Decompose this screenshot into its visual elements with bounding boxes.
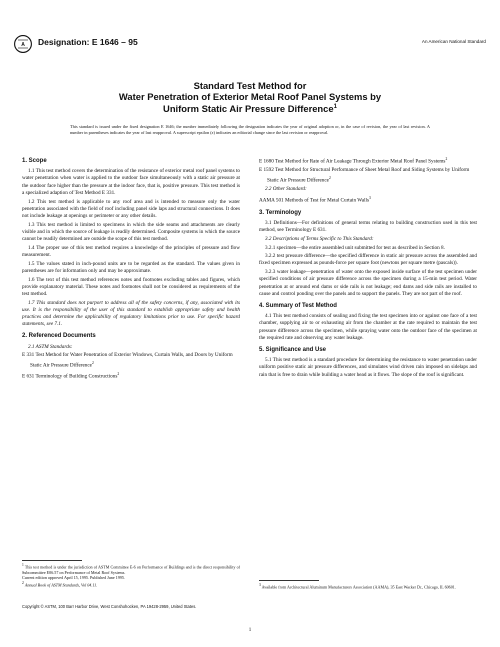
reference-e1680-text: E 1680 Test Method for Rate of Air Leakage Through Exterior Metal Roof Panel Systems <box>259 158 446 165</box>
footnote-3 <box>259 583 477 590</box>
page-number: 1 <box>248 628 252 633</box>
title-footnote-mark: 1 <box>333 104 337 110</box>
reference-e1592 <box>259 167 477 184</box>
section-heading-summary: 4. Summary of Test Method <box>259 302 337 309</box>
left-column <box>22 156 240 382</box>
reference-e1680 <box>259 156 477 166</box>
reference-aama501 <box>259 195 477 205</box>
paragraph-3-2-3: 3.2.3 water leakage—penetration of water onto the exposed inside surface of the test specimen under specified conditions of air pressure difference across the specimen during a 15-min test period. Water penetration at or around end dams or side rails is not leakage; end dams and side rails are installed to cause and control ponding over the panels and to support the panels. They are not part of the roof. <box>259 269 477 297</box>
reference-e331-text: E 331 Test Method for Water Penetration of Exterior Windows, Curtain Walls, and Doors by Uniform Static Air Pressure Difference <box>22 352 233 369</box>
astm-logo-icon <box>14 34 32 54</box>
page-header <box>14 34 486 56</box>
footnote-mark: 2 <box>22 580 24 585</box>
title-line-3 <box>0 102 500 114</box>
reference-e631 <box>22 371 240 381</box>
section-heading-scope: 1. Scope <box>22 158 47 164</box>
reference-e1592-text: E 1592 Test Method for Structural Performance of Sheet Metal Roof and Siding Systems by Uniform Static Air Pressure Difference <box>259 167 470 184</box>
paragraph-1-1: 1.1 This test method covers the determination of the resistance of exterior metal roof panel systems to water penetration when water is applied to the outdoor face simultaneously with a static air pressure at the outdoor face higher than the pressure at the indoor face, that is, positive pressure. This test method is a specialized adaption of Test Method E 331. <box>22 168 240 196</box>
paragraph-1-4: 1.4 The proper use of this test method requires a knowledge of the principles of pressure and flow measurement. <box>22 244 240 258</box>
reference-e331 <box>22 352 240 369</box>
section-heading-referenced-documents: 2. Referenced Documents <box>22 333 96 340</box>
section-heading-terminology: 3. Terminology <box>259 209 302 216</box>
american-national-standard-label: An American National Standard <box>421 39 486 44</box>
paragraph-1-5: 1.5 The values stated in inch-pound units are to be regarded as the standard. The values given in parentheses are for information only and may be approximate. <box>22 260 240 274</box>
paragraph-1-2: 1.2 This test method is applicable to any roof area and is intended to measure only the water penetration associated with the field of roof including panel side laps and structural connections. It does not include leakage at openings or perimeter or any other details. <box>22 198 240 219</box>
paragraph-2-1: 2.1 ASTM Standards: <box>28 343 73 350</box>
title-line-1: Standard Test Method for <box>193 80 307 91</box>
reference-aama501-text: AAMA 501 Methods of Test for Metal Curtain Walls <box>259 197 369 204</box>
paragraph-4-1: 4.1 This test method consists of sealing and fixing the test specimen into or against one face of a test chamber, supplying air to or exhausting air from the chamber at the rate required to maintain the test pressure difference across the specimen, while spraying water onto the outdoor face of the specimen at the required rate and observing any water leakage. <box>259 313 477 341</box>
paragraph-3-2: 3.2 Descriptions of Terms Specific to This Standard: <box>265 235 374 242</box>
footnote-1 <box>22 563 240 587</box>
footnote-divider <box>22 560 82 561</box>
issuance-note: This standard is issued under the fixed designation E 1646; the number immediately following the designation indicates the year of original adoption or, in the case of revision, the year of last revision. A number in parentheses indicates the year of last reapproval. A superscript epsilon (ε) indicates an editorial change since the last revision or reapproval. <box>70 124 430 135</box>
footnote-divider <box>259 580 319 581</box>
footnote-mark: 2 <box>445 157 448 161</box>
reference-e631-text: E 631 Terminology of Building Constructions <box>22 373 118 380</box>
copyright-notice: Copyright © ASTM, 100 Barr Harbor Drive, West Conshohocken, PA 19428-2959, United States. <box>22 604 197 609</box>
footnote-3-text: Available from Architectural Aluminum Manufacturers Association (AAMA), 35 East Wacker Dr., Chicago, IL 60601. <box>261 584 456 590</box>
designation: Designation: E 1646 – 95 <box>38 37 138 47</box>
footnote-mark: 2 <box>117 372 120 377</box>
paragraph-3-1: 3.1 Definitions—For definitions of general terms relating to building construction used in this test method, see Terminology E 631. <box>259 219 477 234</box>
paragraph-3-2-2: 3.2.2 test pressure difference—the specified difference in static air pressure across the assembled and fixed specimen expressed as pounds-force per square foot (newtons per square metre (pascals)). <box>259 253 477 267</box>
document-title <box>0 80 500 114</box>
paragraph-1-7: 1.7 This standard does not purport to address all of the safety concerns, if any, associated with its use. It is the responsibility of the user of this standard to establish appropriate safety and health practices and determine the applicability of regulatory limitations prior to use. For specific hazard statements, see 7.1. <box>22 299 240 328</box>
svg-text:A: A <box>21 42 25 48</box>
paragraph-1-6: 1.6 The text of this test method references notes and footnotes excluding tables and figures, which provide explanatory material. These notes and footnotes shall not be considered as requirements of the test method. <box>22 276 240 297</box>
paragraph-1-3: 1.3 This test method is limited to specimens in which the side seams and attachments are clearly visible and in which the source of leakage is readily determined. Composite systems in which the source cannot be readily determined are outside the scope of this test method. <box>22 221 240 243</box>
title-line-2: Water Penetration of Exterior Metal Roof Panel Systems by <box>118 91 382 102</box>
footnote-1-edition: Current edition approved April 15, 1995. Published June 1995. <box>22 575 125 581</box>
paragraph-3-2-1: 3.2.1 specimen—the entire assembled unit submitted for test as described in Section 8. <box>265 244 445 251</box>
footnote-mark: 3 <box>259 583 261 587</box>
section-heading-significance: 5. Significance and Use <box>259 346 327 353</box>
paragraph-5-1: 5.1 This test method is a standard procedure for determining the resistance to water penetration under uniform positive static air pressure differences, and simulates wind driven rain imposed on sidelaps and rain that is free to drain while building a water head as it flows. The slope of the roof is significant. <box>259 357 477 378</box>
right-column <box>259 156 477 380</box>
paragraph-2-2: 2.2 Other Standard: <box>265 186 307 193</box>
title-line-3-text: Uniform Static Air Pressure Difference <box>163 103 334 115</box>
footnote-mark: 2 <box>92 360 94 365</box>
footnote-mark: 3 <box>368 195 371 200</box>
footnote-mark: 2 <box>329 175 331 180</box>
footnote-1-text: This test method is under the jurisdiction of ASTM Committee E-6 on Performance of Buildings and is the direct responsibility of Subcommittee E06.57 on Performance of Metal Roof Systems. <box>22 564 240 575</box>
footnote-mark: 1 <box>22 563 24 567</box>
footnote-2-text: Annual Book of ASTM Standards, Vol 04.11. <box>24 581 98 587</box>
